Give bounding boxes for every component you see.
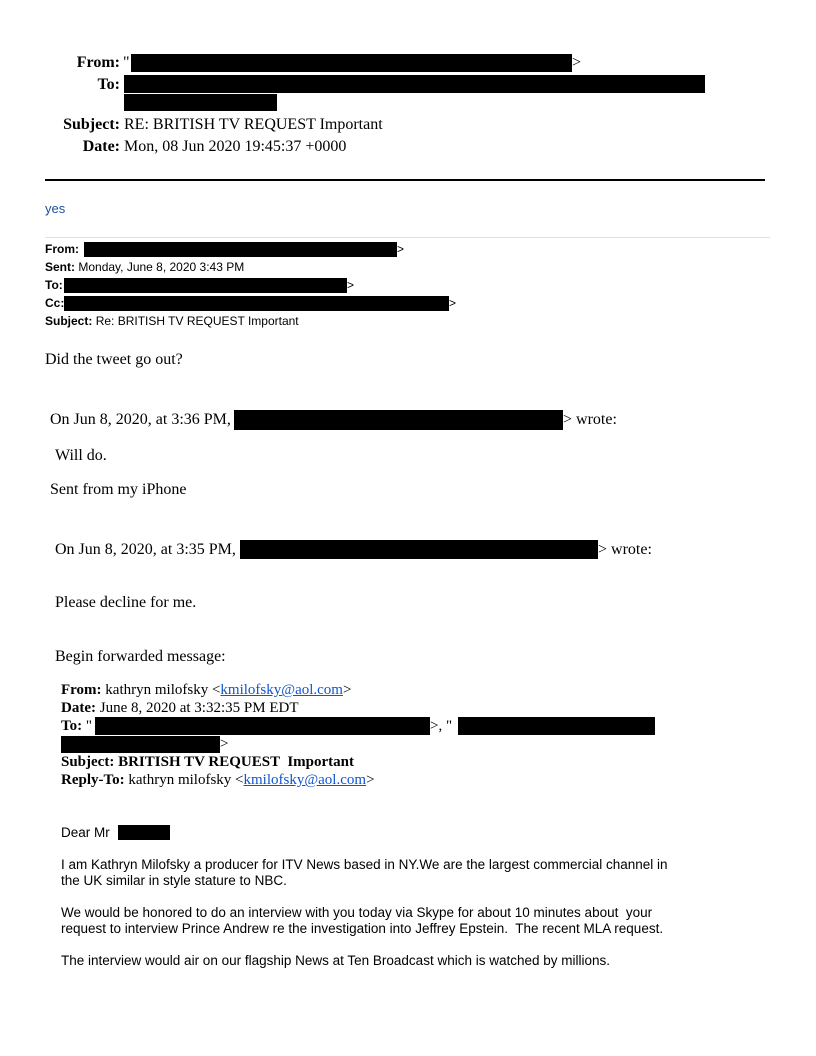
fwd-replyto-close: > xyxy=(366,772,375,788)
from-suffix: > xyxy=(572,54,582,71)
from-quote: " xyxy=(123,54,130,71)
cc-label: Cc: xyxy=(45,296,65,310)
quoted-subject-value: Re: BRITISH TV REQUEST Important xyxy=(95,314,299,328)
fwd-from-email-link[interactable]: kmilofsky@aol.com xyxy=(220,682,343,698)
on-line-1: On Jun 8, 2020, at 3:36 PM, xyxy=(50,411,231,428)
fwd-from-label: From: xyxy=(61,682,102,698)
quote-divider xyxy=(45,237,770,238)
sent-value: Monday, June 8, 2020 3:43 PM xyxy=(78,260,245,274)
fwd-to-quote: " xyxy=(85,718,92,734)
paragraph-1-line-1: I am Kathryn Milofsky a producer for ITV News based in NY.We are the largest commercial channel in xyxy=(61,857,668,872)
on-line-1-suffix: > wrote: xyxy=(563,411,617,428)
greeting: Dear Mr xyxy=(61,825,110,840)
message-3: Please decline for me. xyxy=(55,594,197,611)
header-divider xyxy=(45,179,765,181)
date-label: Date: xyxy=(82,138,120,155)
fwd-replyto-label: Reply-To: xyxy=(61,772,125,788)
fwd-from-name: kathryn milofsky < xyxy=(105,682,221,698)
redaction xyxy=(124,94,277,111)
cc-suffix: > xyxy=(449,296,457,310)
date-value: Mon, 08 Jun 2020 19:45:37 +0000 xyxy=(124,138,347,155)
fwd-subject-value: BRITISH TV REQUEST Important xyxy=(118,754,354,770)
redaction xyxy=(118,825,170,840)
redaction xyxy=(95,717,430,735)
paragraph-1-line-2: the UK similar in style stature to NBC. xyxy=(61,873,287,888)
redaction xyxy=(131,54,572,72)
fwd-subject-label: Subject: xyxy=(61,754,115,770)
fwd-replyto-name: kathryn milofsky < xyxy=(128,772,244,788)
fwd-replyto-email-link[interactable]: kmilofsky@aol.com xyxy=(243,772,367,788)
fwd-to-separator: >, " xyxy=(430,718,453,734)
quoted-subject-label: Subject: xyxy=(45,314,93,328)
fwd-from-close: > xyxy=(342,682,352,698)
redaction xyxy=(64,278,347,293)
subject-label: Subject: xyxy=(63,116,120,133)
paragraph-3: The interview would air on our flagship News at Ten Broadcast which is watched by millions. xyxy=(61,953,611,968)
redaction xyxy=(458,717,655,735)
message-1: Did the tweet go out? xyxy=(45,351,183,368)
to-label: To: xyxy=(97,76,120,93)
redaction xyxy=(84,242,397,257)
subject-value: RE: BRITISH TV REQUEST Important xyxy=(124,116,383,133)
quoted-to-suffix: > xyxy=(347,278,355,292)
quoted-from-suffix: > xyxy=(397,242,405,256)
message-2: Will do. xyxy=(55,447,107,464)
on-line-2: On Jun 8, 2020, at 3:35 PM, xyxy=(55,541,236,558)
redaction xyxy=(64,296,449,311)
signature: Sent from my iPhone xyxy=(50,481,187,498)
sent-label: Sent: xyxy=(45,260,75,274)
fwd-date-value: June 8, 2020 at 3:32:35 PM EDT xyxy=(99,700,299,716)
quoted-from-label: From: xyxy=(45,242,79,256)
redaction xyxy=(240,540,598,559)
redaction xyxy=(234,410,563,430)
fwd-to-label: To: xyxy=(61,718,83,734)
redaction xyxy=(61,736,220,753)
from-label: From: xyxy=(76,54,120,71)
forward-intro: Begin forwarded message: xyxy=(55,648,226,665)
paragraph-2-line-1: We would be honored to do an interview with you today via Skype for about 10 minutes about your xyxy=(61,905,653,920)
on-line-2-suffix: > wrote: xyxy=(598,541,652,558)
reply-text: yes xyxy=(45,201,66,216)
fwd-to-suffix: > xyxy=(220,736,229,752)
paragraph-2-line-2: request to interview Prince Andrew re the investigation into Jeffrey Epstein. The recent MLA request. xyxy=(61,921,664,936)
fwd-date-label: Date: xyxy=(61,700,96,716)
redaction xyxy=(124,75,705,93)
quoted-to-label: To: xyxy=(45,278,63,292)
